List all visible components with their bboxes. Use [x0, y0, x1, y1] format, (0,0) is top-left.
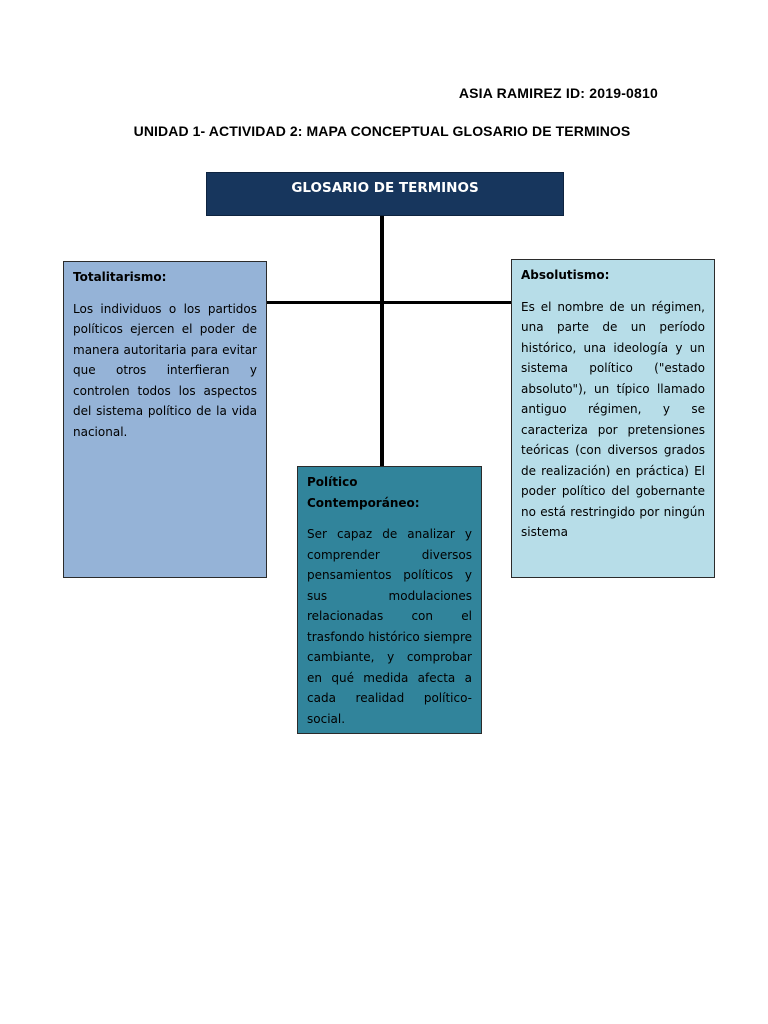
node-description: Ser capaz de analizar y comprender diversos pensamientos políticos y sus modulaciones relacionadas con el trasfondo histórico siempre cambiante, y comprobar en qué medida afecta a cada realidad político-social.: [307, 527, 472, 726]
node-description: Es el nombre de un régimen, una parte de un período histórico, una ideología y un sistema político ("estado absoluto"), un típico llamado antiguo régimen, y se caracteriza por pretensiones teóricas (con diversos grados de realización) en práctica) El poder político del gobernante no está restringido por ningún sistema: [521, 299, 705, 539]
node-politico-contemporaneo: [297, 466, 482, 734]
node-title: Absolutismo:: [521, 268, 610, 282]
node-title: Político Contemporáneo:: [307, 475, 420, 510]
connector-horizontal: [267, 301, 512, 304]
root-node: GLOSARIO DE TERMINOS: [206, 172, 564, 216]
node-absolutismo: [511, 259, 715, 578]
author-line: ASIA RAMIREZ ID: 2019-0810: [458, 85, 658, 101]
node-title: Totalitarismo:: [73, 270, 167, 284]
connector-vertical: [380, 216, 384, 467]
node-description: Los individuos o los partidos políticos ejercen el poder de manera autoritaria para evitar que otros interfieran y controlen todos los aspectos del sistema político de la vida nacional.: [73, 301, 257, 439]
page-title: UNIDAD 1- ACTIVIDAD 2: MAPA CONCEPTUAL GLOSARIO DE TERMINOS: [133, 123, 631, 139]
node-totalitarismo: [63, 261, 267, 578]
